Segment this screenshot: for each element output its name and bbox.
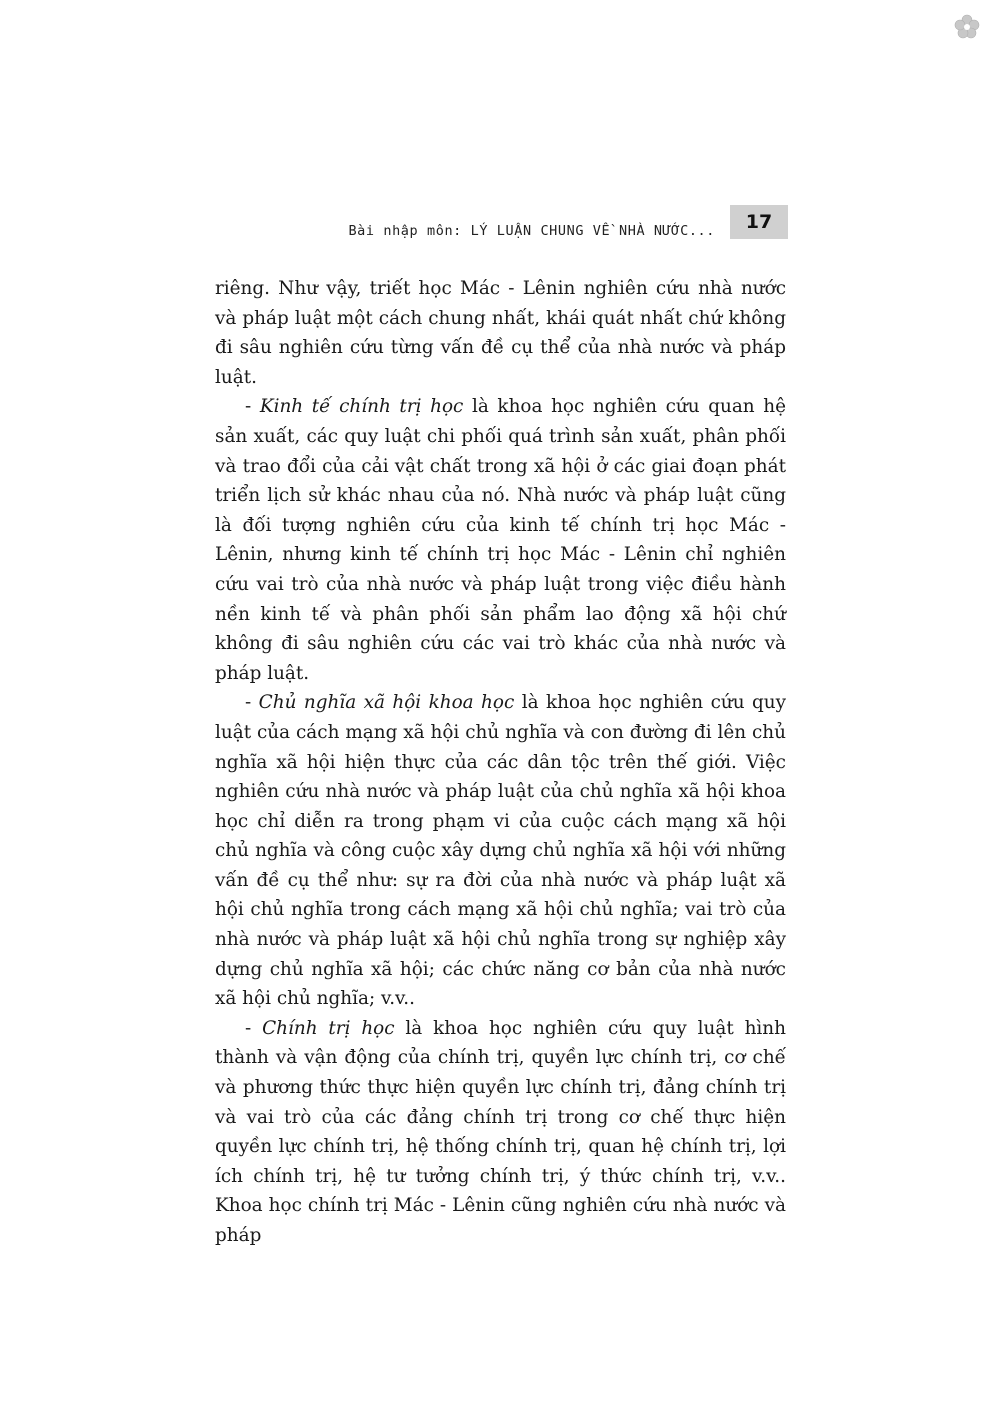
paragraph-kinh-te-chinh-tri-hoc — [215, 392, 786, 688]
term-chu-nghia-xa-hoi-khoa-hoc: Chủ nghĩa xã hội khoa học — [258, 692, 515, 714]
term-kinh-te-chinh-tri-hoc: Kinh tế chính trị học — [259, 396, 464, 418]
paragraph-dash: - — [245, 1017, 263, 1039]
page-body — [215, 274, 786, 1251]
flower-ornament-icon — [952, 12, 982, 42]
paragraph-text: là khoa học nghiên cứu quan hệ sản xuất, các quy luật chi phối quá trình sản xuất, phân phối và trao đổi của cải vật chất trong xã hội ở các giai đoạn phát triển lịch sử khác nhau của nó. Nhà nước và pháp luật cũng là đối tượng nghiên cứu của kinh tế chính trị học Mác - Lênin, nhưng kinh tế chính trị học Mác - Lênin chỉ nghiên cứu vai trò của nhà nước và pháp luật trong việc điều hành nền kinh tế và phân phối sản phẩm lao động xã hội chứ không đi sâu nghiên cứu các vai trò khác của nhà nước và pháp luật. — [215, 396, 786, 684]
paragraph-chu-nghia-xa-hoi-khoa-hoc — [215, 688, 786, 1014]
paragraph-dash: - — [245, 396, 260, 418]
paragraph-text: là khoa học nghiên cứu quy luật hình thành và vận động của chính trị, quyền lực chính trị, cơ chế và phương thức thực hiện quyền lực chính trị, đảng chính trị và vai trò của các đảng chính trị trong cơ chế thực hiện quyền lực chính trị, hệ thống chính trị, quan hệ chính trị, lợi ích chính trị, hệ tư tưởng chính trị, ý thức chính trị, v.v.. Khoa học chính trị Mác - Lênin cũng nghiên cứu nhà nước và pháp — [215, 1017, 786, 1246]
page-number: 17 — [730, 205, 788, 239]
running-header: Bài nhập môn: LÝ LUẬN CHUNG VỀ NHÀ NƯỚC... — [348, 223, 715, 239]
term-chinh-tri-hoc: Chính trị học — [262, 1017, 395, 1039]
paragraph-continuation: riêng. Như vậy, triết học Mác - Lênin nghiên cứu nhà nước và pháp luật một cách chung nhất, khái quát nhất chứ không đi sâu nghiên cứu từng vấn đề cụ thể của nhà nước và pháp luật. — [215, 278, 786, 388]
paragraph-dash: - — [245, 692, 259, 714]
paragraph-text: là khoa học nghiên cứu quy luật của cách mạng xã hội chủ nghĩa và con đường đi lên chủ nghĩa xã hội hiện thực của các dân tộc trên thế giới. Việc nghiên cứu nhà nước và pháp luật của chủ nghĩa xã hội khoa học chỉ diễn ra trong phạm vi của cuộc cách mạng xã hội chủ nghĩa và công cuộc xây dựng chủ nghĩa xã hội với những vấn đề cụ thể như: sự ra đời của nhà nước và pháp luật xã hội chủ nghĩa trong cách mạng xã hội chủ nghĩa; vai trò của nhà nước và pháp luật xã hội chủ nghĩa trong sự nghiệp xây dựng chủ nghĩa xã hội; các chức năng cơ bản của nhà nước xã hội chủ nghĩa; v.v.. — [215, 692, 787, 1010]
paragraph-chinh-tri-hoc — [215, 1014, 786, 1251]
